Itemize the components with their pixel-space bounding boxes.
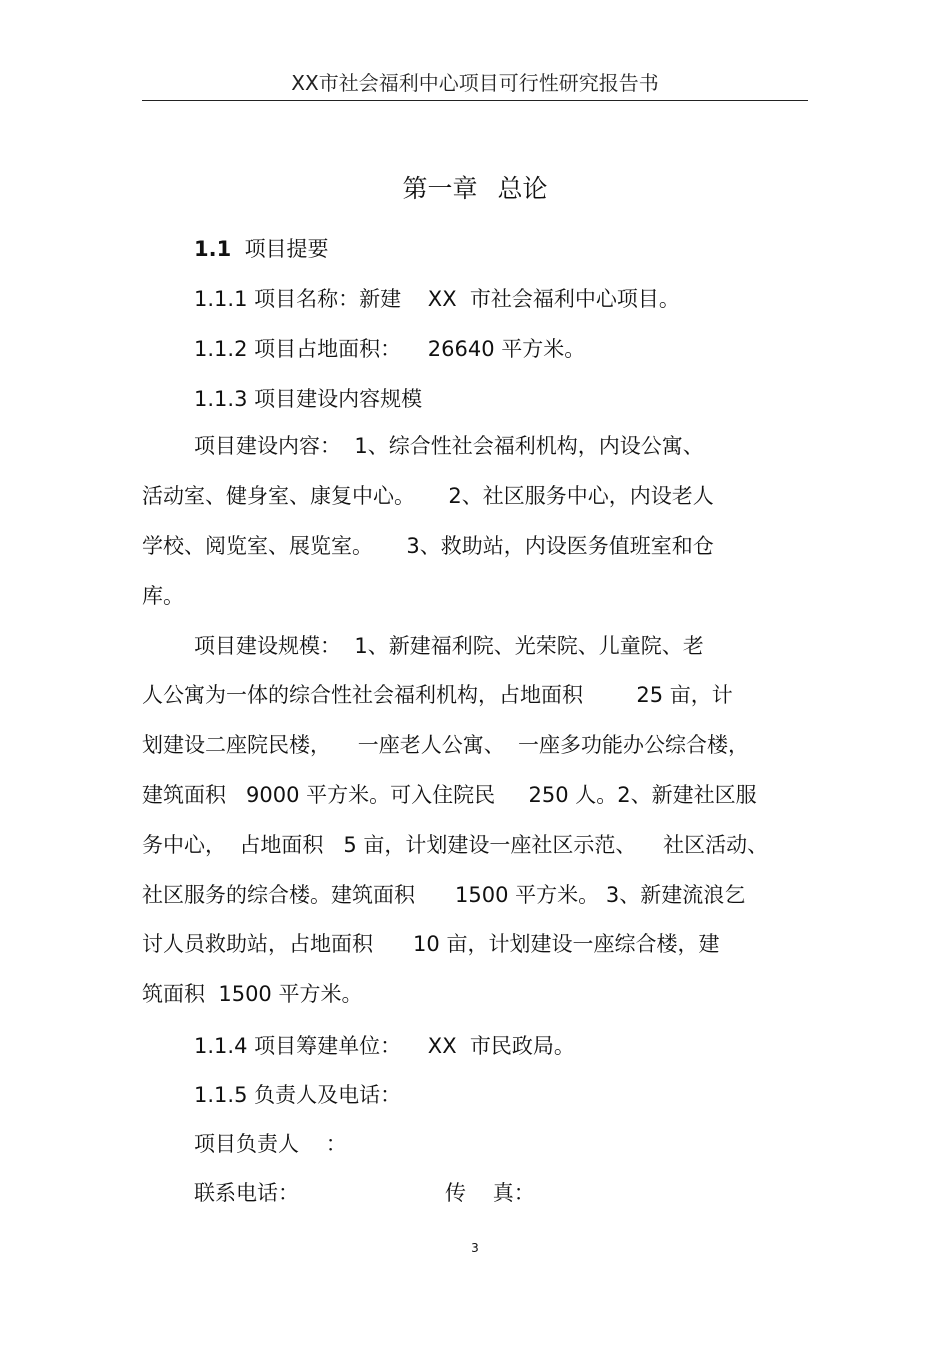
item-project-area: 1.1.2 项目占地面积： 26640 平方米。 <box>194 337 586 361</box>
fax-label: 传 真： <box>445 1181 535 1205</box>
header-divider <box>142 100 808 101</box>
scale-line: 人公寓为一体的综合性社会福利机构，占地面积 25 亩，计 <box>142 683 733 707</box>
scale-line: 筑面积 1500 平方米。 <box>142 982 363 1006</box>
section-title: 项目提要 <box>244 237 329 261</box>
scale-line: 建筑面积 9000 平方米。可入住院民 250 人。2、新建社区服 <box>142 783 757 807</box>
project-leader-label: 项目负责人 ： <box>194 1132 347 1156</box>
section-heading-1-1 <box>194 234 329 264</box>
item-project-name: 1.1.1 项目名称：新建 XX 市社会福利中心项目。 <box>194 287 680 311</box>
scale-line: 社区服务的综合楼。建筑面积 1500 平方米。 3、新建流浪乞 <box>142 883 746 907</box>
scale-line: 讨人员救助站，占地面积 10 亩，计划建设一座综合楼，建 <box>142 932 720 956</box>
chapter-title: 第一章 总论 <box>402 174 548 203</box>
scale-line: 务中心， 占地面积 5 亩，计划建设一座社区示范、 社区活动、 <box>142 833 769 857</box>
content-line: 活动室、健身室、康复中心。 2、社区服务中心，内设老人 <box>142 484 714 508</box>
section-spacer <box>231 237 244 261</box>
content-line: 库。 <box>142 584 184 608</box>
page-number: 3 <box>471 1241 479 1255</box>
phone-label: 联系电话： <box>194 1181 299 1205</box>
scale-line: 项目建设规模： 1、新建福利院、光荣院、儿童院、老 <box>194 634 704 658</box>
item-project-scale-heading: 1.1.3 项目建设内容规模 <box>194 387 423 411</box>
section-number: 1.1 <box>194 237 232 261</box>
item-contact-heading: 1.1.5 负责人及电话： <box>194 1083 402 1107</box>
item-funding-unit: 1.1.4 项目筹建单位： XX 市民政局。 <box>194 1034 575 1058</box>
running-header: XX市社会福利中心项目可行性研究报告书 <box>291 71 659 95</box>
content-line: 学校、阅览室、展览室。 3、救助站，内设医务值班室和仓 <box>142 534 714 558</box>
scale-line: 划建设二座院民楼， 一座老人公寓、 一座多功能办公综合楼， <box>142 733 750 757</box>
content-line: 项目建设内容： 1、综合性社会福利机构，内设公寓、 <box>194 434 704 458</box>
